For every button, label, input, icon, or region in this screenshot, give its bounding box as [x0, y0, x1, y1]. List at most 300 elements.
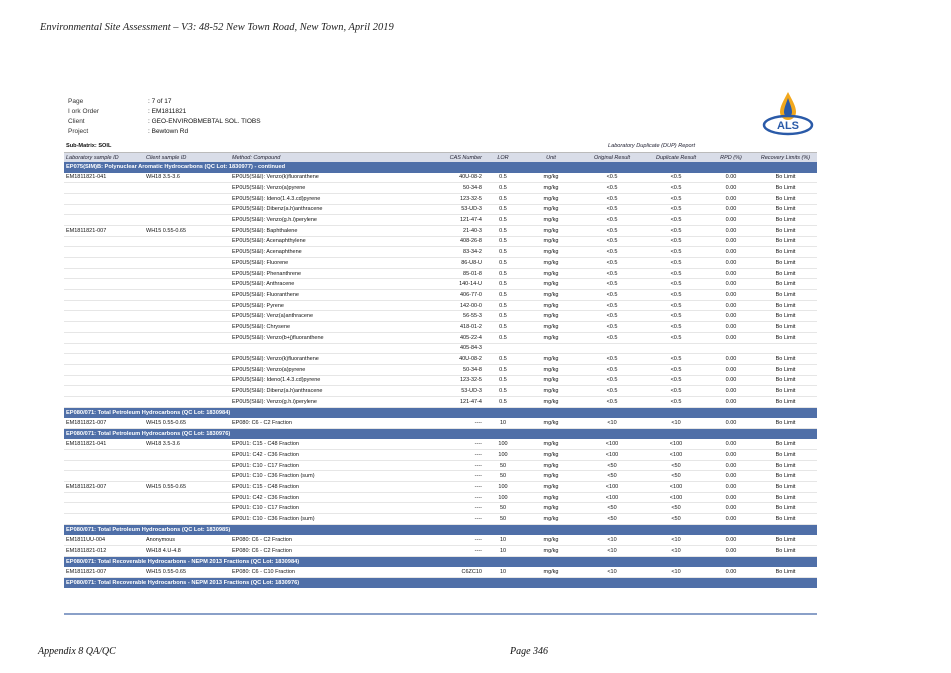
- lor-value: 0.5: [484, 290, 522, 301]
- meta-value: : Bewtown Rd: [148, 128, 189, 135]
- column-header: Original Result: [580, 153, 644, 162]
- unit: mg/kg: [522, 332, 580, 343]
- table-row: [64, 354, 817, 365]
- duplicate-result: <0.5: [644, 290, 708, 301]
- duplicate-result: <0.5: [644, 396, 708, 407]
- client-sample-id: [144, 300, 230, 311]
- client-sample-id: [144, 364, 230, 375]
- client-sample-id: [144, 279, 230, 290]
- client-sample-id: [144, 343, 230, 354]
- recovery-limits: Bo Limit: [754, 546, 817, 557]
- unit: mg/kg: [522, 439, 580, 449]
- cas-number: ----: [420, 460, 484, 471]
- meta-label: Page: [68, 98, 84, 105]
- original-result: <0.5: [580, 247, 644, 258]
- lab-sample-id: EM1811821-041: [64, 439, 144, 449]
- cas-number: 85-01-8: [420, 268, 484, 279]
- recovery-limits: Bo Limit: [754, 173, 817, 183]
- duplicate-result: <0.5: [644, 354, 708, 365]
- client-sample-id: [144, 354, 230, 365]
- original-result: <10: [580, 535, 644, 545]
- client-sample-id: [144, 322, 230, 333]
- lab-sample-id: [64, 460, 144, 471]
- cas-number: 50-34-8: [420, 364, 484, 375]
- lor-value: 0.5: [484, 215, 522, 226]
- table-row: [64, 386, 817, 397]
- recovery-limits: Bo Limit: [754, 204, 817, 215]
- rpd-value: 0.00: [708, 375, 754, 386]
- original-result: <0.5: [580, 183, 644, 194]
- client-sample-id: [144, 514, 230, 525]
- lor-value: 50: [484, 503, 522, 514]
- lor-value: 0.5: [484, 258, 522, 269]
- section-header-row: [64, 524, 817, 535]
- column-header: Method: Compound: [230, 153, 420, 162]
- method-compound: EP0U5(SI&I): Phenanthrene: [230, 268, 420, 279]
- table-row: [64, 514, 817, 525]
- duplicate-result: <0.5: [644, 193, 708, 204]
- recovery-limits: Bo Limit: [754, 535, 817, 545]
- meta-row: [68, 107, 261, 117]
- method-compound: EP0U5(SI&I): Venzo(k)fluoranthene: [230, 354, 420, 365]
- lor-value: 0.5: [484, 311, 522, 322]
- report-title: Laboratory Duplicate (DUP) Report: [607, 143, 696, 149]
- method-compound: EP0U5(SI&I): Anthracene: [230, 279, 420, 290]
- column-header: Unit: [522, 153, 580, 162]
- unit: mg/kg: [522, 396, 580, 407]
- original-result: <10: [580, 418, 644, 428]
- meta-label: Project: [68, 128, 89, 135]
- lab-sample-id: [64, 364, 144, 375]
- lab-sample-id: [64, 492, 144, 503]
- method-compound: EP0U1: C15 - C48 Fraction: [230, 439, 420, 449]
- rpd-value: 0.00: [708, 482, 754, 493]
- dup-report: [64, 143, 817, 588]
- table-row: [64, 311, 817, 322]
- table-row: [64, 290, 817, 301]
- original-result: <50: [580, 503, 644, 514]
- duplicate-result: <0.5: [644, 375, 708, 386]
- cas-number: 56-55-3: [420, 311, 484, 322]
- recovery-limits: Bo Limit: [754, 236, 817, 247]
- rpd-value: 0.00: [708, 354, 754, 365]
- lor-value: 100: [484, 439, 522, 449]
- duplicate-result: <0.5: [644, 225, 708, 236]
- client-sample-id: WH18 4.U-4.8: [144, 546, 230, 557]
- recovery-limits: Bo Limit: [754, 503, 817, 514]
- cas-number: 123-32-5: [420, 193, 484, 204]
- client-sample-id: [144, 450, 230, 461]
- table-body: [64, 162, 817, 588]
- client-sample-id: [144, 183, 230, 194]
- table-row: [64, 332, 817, 343]
- rpd-value: 0.00: [708, 225, 754, 236]
- recovery-limits: Bo Limit: [754, 482, 817, 493]
- lor-value: 0.5: [484, 386, 522, 397]
- original-result: <0.5: [580, 225, 644, 236]
- cas-number: 53-UD-3: [420, 386, 484, 397]
- duplicate-result: [644, 343, 708, 354]
- cas-number: 418-01-2: [420, 322, 484, 333]
- method-compound: EP0U1: C42 - C36 Fraction: [230, 492, 420, 503]
- duplicate-result: <100: [644, 439, 708, 449]
- lab-sample-id: [64, 375, 144, 386]
- table-row: [64, 268, 817, 279]
- unit: mg/kg: [522, 311, 580, 322]
- recovery-limits: Bo Limit: [754, 375, 817, 386]
- client-sample-id: WH15 0.55-0.65: [144, 225, 230, 236]
- report-subheader: [64, 143, 817, 153]
- cas-number: 40U-08-2: [420, 354, 484, 365]
- cas-number: 21-40-3: [420, 225, 484, 236]
- method-compound: EP0U5(SI&I): Venzo(g.h.i)perylene: [230, 215, 420, 226]
- rpd-value: [708, 343, 754, 354]
- method-compound: EP0U5(SI&I): Ideno(1.4.3.cd)pyrene: [230, 375, 420, 386]
- original-result: <0.5: [580, 268, 644, 279]
- original-result: <50: [580, 514, 644, 525]
- duplicate-result: <0.5: [644, 311, 708, 322]
- section-header-row: [64, 162, 817, 173]
- original-result: <10: [580, 567, 644, 577]
- original-result: <0.5: [580, 396, 644, 407]
- unit: mg/kg: [522, 514, 580, 525]
- cas-number: 405-84-3: [420, 343, 484, 354]
- method-compound: EP0U5(SI&I): Ideno(1.4.3.cd)pyrene: [230, 193, 420, 204]
- cas-number: ----: [420, 535, 484, 545]
- duplicate-result: <0.5: [644, 173, 708, 183]
- method-compound: EP080: C6 - C2 Fraction: [230, 535, 420, 545]
- rpd-value: 0.00: [708, 471, 754, 482]
- lab-sample-id: [64, 311, 144, 322]
- footer-page-number: Page 346: [510, 646, 549, 657]
- unit: mg/kg: [522, 450, 580, 461]
- unit: mg/kg: [522, 236, 580, 247]
- section-title: EP080/071: Total Recoverable Hydrocarbons - NEPM 2013 Fractions (QC Lot: 1830984): [64, 556, 817, 567]
- meta-value: : EM1811821: [148, 108, 187, 115]
- original-result: <10: [580, 546, 644, 557]
- recovery-limits: Bo Limit: [754, 279, 817, 290]
- cas-number: ----: [420, 482, 484, 493]
- original-result: <0.5: [580, 354, 644, 365]
- client-sample-id: WH15 0.55-0.65: [144, 482, 230, 493]
- lor-value: 50: [484, 471, 522, 482]
- method-compound: [230, 343, 420, 354]
- table-row: [64, 375, 817, 386]
- section-title: EP080/071: Total Petroleum Hydrocarbons (QC Lot: 1830985): [64, 524, 817, 535]
- recovery-limits: Bo Limit: [754, 418, 817, 428]
- unit: mg/kg: [522, 492, 580, 503]
- duplicate-result: <0.5: [644, 300, 708, 311]
- client-sample-id: [144, 258, 230, 269]
- method-compound: EP0U1: C10 - C36 Fraction (sum): [230, 471, 420, 482]
- bottom-rule: [64, 613, 817, 615]
- column-header: RPD (%): [708, 153, 754, 162]
- lor-value: 0.5: [484, 396, 522, 407]
- duplicate-result: <50: [644, 460, 708, 471]
- rpd-value: 0.00: [708, 193, 754, 204]
- recovery-limits: Bo Limit: [754, 354, 817, 365]
- duplicate-result: <0.5: [644, 268, 708, 279]
- lor-value: 50: [484, 460, 522, 471]
- cas-number: ----: [420, 418, 484, 428]
- method-compound: EP0U1: C42 - C36 Fraction: [230, 450, 420, 461]
- recovery-limits: Bo Limit: [754, 492, 817, 503]
- client-sample-id: [144, 492, 230, 503]
- rpd-value: 0.00: [708, 322, 754, 333]
- recovery-limits: Bo Limit: [754, 290, 817, 301]
- meta-label: I ork Order: [68, 108, 100, 115]
- client-sample-id: [144, 268, 230, 279]
- method-compound: EP0U5(SI&I): Fluorene: [230, 258, 420, 269]
- meta-row: [68, 127, 261, 137]
- original-result: <0.5: [580, 193, 644, 204]
- duplicate-result: <10: [644, 535, 708, 545]
- method-compound: EP0U5(SI&I): Venz(a)anthracene: [230, 311, 420, 322]
- lab-sample-id: [64, 514, 144, 525]
- client-sample-id: [144, 247, 230, 258]
- lab-sample-id: [64, 193, 144, 204]
- recovery-limits: Bo Limit: [754, 247, 817, 258]
- lab-sample-id: [64, 354, 144, 365]
- cas-number: ----: [420, 503, 484, 514]
- duplicate-result: <0.5: [644, 364, 708, 375]
- duplicate-result: <100: [644, 450, 708, 461]
- method-compound: EP080: C6 - C2 Fraction: [230, 546, 420, 557]
- cas-number: 142-00-0: [420, 300, 484, 311]
- unit: mg/kg: [522, 204, 580, 215]
- method-compound: EP0U5(SI&I): Venzo(g.h.i)perylene: [230, 396, 420, 407]
- table-row: [64, 460, 817, 471]
- recovery-limits: Bo Limit: [754, 386, 817, 397]
- rpd-value: 0.00: [708, 439, 754, 449]
- original-result: <100: [580, 492, 644, 503]
- rpd-value: 0.00: [708, 236, 754, 247]
- lor-value: 0.5: [484, 300, 522, 311]
- method-compound: EP0U1: C10 - C17 Fraction: [230, 503, 420, 514]
- method-compound: EP0U1: C15 - C48 Fraction: [230, 482, 420, 493]
- report-metadata: [68, 97, 261, 137]
- table-row: [64, 503, 817, 514]
- cas-number: 121-47-4: [420, 215, 484, 226]
- lor-value: 100: [484, 482, 522, 493]
- meta-value: : 7 of 17: [148, 98, 172, 105]
- lor-value: 0.5: [484, 173, 522, 183]
- table-row: [64, 567, 817, 577]
- section-header-row: [64, 556, 817, 567]
- rpd-value: 0.00: [708, 300, 754, 311]
- column-header: Duplicate Result: [644, 153, 708, 162]
- unit: mg/kg: [522, 300, 580, 311]
- table-row: [64, 482, 817, 493]
- original-result: <0.5: [580, 386, 644, 397]
- lor-value: 0.5: [484, 375, 522, 386]
- unit: mg/kg: [522, 471, 580, 482]
- method-compound: EP0U5(SI&I): Venzo(a)pyrene: [230, 364, 420, 375]
- unit: mg/kg: [522, 364, 580, 375]
- lab-sample-id: EM1811UU-004: [64, 535, 144, 545]
- duplicate-result: <0.5: [644, 236, 708, 247]
- rpd-value: 0.00: [708, 535, 754, 545]
- recovery-limits: Bo Limit: [754, 332, 817, 343]
- original-result: [580, 343, 644, 354]
- original-result: <0.5: [580, 258, 644, 269]
- lor-value: 0.5: [484, 204, 522, 215]
- rpd-value: 0.00: [708, 183, 754, 194]
- table-row: [64, 492, 817, 503]
- unit: mg/kg: [522, 482, 580, 493]
- table-row: [64, 279, 817, 290]
- lab-sample-id: [64, 183, 144, 194]
- duplicate-result: <0.5: [644, 204, 708, 215]
- column-header: Client sample ID: [144, 153, 230, 162]
- footer-appendix: Appendix 8 QA/QC: [38, 646, 116, 657]
- method-compound: EP0U5(SI&I): Venzo(b+j)fluoranthene: [230, 332, 420, 343]
- duplicate-result: <0.5: [644, 183, 708, 194]
- cas-number: 406-77-0: [420, 290, 484, 301]
- client-sample-id: [144, 375, 230, 386]
- document-header: Environmental Site Assessment – V3: 48-52 New Town Road, New Town, April 2019: [40, 22, 394, 33]
- rpd-value: 0.00: [708, 460, 754, 471]
- meta-label: Client: [68, 118, 85, 125]
- recovery-limits: Bo Limit: [754, 300, 817, 311]
- original-result: <50: [580, 460, 644, 471]
- original-result: <0.5: [580, 236, 644, 247]
- cas-number: C6ZC10: [420, 567, 484, 577]
- cas-number: 40U-08-2: [420, 173, 484, 183]
- recovery-limits: Bo Limit: [754, 225, 817, 236]
- section-header-row: [64, 407, 817, 418]
- lor-value: [484, 343, 522, 354]
- original-result: <0.5: [580, 332, 644, 343]
- client-sample-id: [144, 290, 230, 301]
- unit: mg/kg: [522, 354, 580, 365]
- rpd-value: 0.00: [708, 567, 754, 577]
- client-sample-id: Anonymous: [144, 535, 230, 545]
- cas-number: 53-UD-3: [420, 204, 484, 215]
- lor-value: 0.5: [484, 193, 522, 204]
- lab-sample-id: [64, 396, 144, 407]
- client-sample-id: [144, 332, 230, 343]
- unit: mg/kg: [522, 375, 580, 386]
- recovery-limits: Bo Limit: [754, 311, 817, 322]
- rpd-value: 0.00: [708, 503, 754, 514]
- recovery-limits: Bo Limit: [754, 514, 817, 525]
- table-row: [64, 225, 817, 236]
- recovery-limits: Bo Limit: [754, 268, 817, 279]
- table-row: [64, 439, 817, 449]
- unit: [522, 343, 580, 354]
- rpd-value: 0.00: [708, 418, 754, 428]
- duplicate-result: <10: [644, 418, 708, 428]
- client-sample-id: WH15 0.55-0.65: [144, 418, 230, 428]
- lab-sample-id: [64, 258, 144, 269]
- original-result: <0.5: [580, 215, 644, 226]
- lab-sample-id: [64, 236, 144, 247]
- lab-sample-id: [64, 215, 144, 226]
- client-sample-id: [144, 396, 230, 407]
- method-compound: EP0U5(SI&I): Dibenz(a.h)anthracene: [230, 204, 420, 215]
- rpd-value: 0.00: [708, 204, 754, 215]
- client-sample-id: WH15 0.55-0.65: [144, 567, 230, 577]
- cas-number: 50-34-8: [420, 183, 484, 194]
- logo-text: ALS: [777, 120, 799, 132]
- unit: mg/kg: [522, 183, 580, 194]
- rpd-value: 0.00: [708, 492, 754, 503]
- unit: mg/kg: [522, 193, 580, 204]
- unit: mg/kg: [522, 173, 580, 183]
- lab-sample-id: [64, 290, 144, 301]
- table-row: [64, 258, 817, 269]
- rpd-value: 0.00: [708, 364, 754, 375]
- original-result: <0.5: [580, 279, 644, 290]
- method-compound: EP0U5(SI&I): Fluoranthene: [230, 290, 420, 301]
- lor-value: 10: [484, 418, 522, 428]
- lor-value: 10: [484, 567, 522, 577]
- lab-sample-id: [64, 386, 144, 397]
- section-header-row: [64, 428, 817, 439]
- client-sample-id: [144, 471, 230, 482]
- original-result: <0.5: [580, 290, 644, 301]
- unit: mg/kg: [522, 247, 580, 258]
- section-title: EP075(SIM)B: Polynuclear Aromatic Hydrocarbons (QC Lot: 1830977) - continued: [64, 162, 817, 173]
- table-row: [64, 535, 817, 545]
- table-row: [64, 471, 817, 482]
- unit: mg/kg: [522, 535, 580, 545]
- unit: mg/kg: [522, 567, 580, 577]
- recovery-limits: Bo Limit: [754, 183, 817, 194]
- duplicate-result: <0.5: [644, 258, 708, 269]
- duplicate-result: <100: [644, 482, 708, 493]
- lab-sample-id: EM1811821-007: [64, 567, 144, 577]
- meta-value: : GEO-ENVIROBMEBTAL SOL. TIOBS: [148, 118, 261, 125]
- unit: mg/kg: [522, 268, 580, 279]
- original-result: <0.5: [580, 375, 644, 386]
- lab-sample-id: [64, 332, 144, 343]
- column-header: Recovery Limits (%): [754, 153, 817, 162]
- lab-sample-id: EM1811821-007: [64, 482, 144, 493]
- rpd-value: 0.00: [708, 450, 754, 461]
- recovery-limits: Bo Limit: [754, 258, 817, 269]
- method-compound: EP080: C6 - C10 Fraction: [230, 567, 420, 577]
- lor-value: 0.5: [484, 268, 522, 279]
- unit: mg/kg: [522, 386, 580, 397]
- duplicate-result: <50: [644, 514, 708, 525]
- table-row: [64, 183, 817, 194]
- submatrix-label: Sub-Matrix: SOIL: [66, 143, 112, 149]
- recovery-limits: Bo Limit: [754, 322, 817, 333]
- unit: mg/kg: [522, 460, 580, 471]
- lab-sample-id: EM1811821-007: [64, 225, 144, 236]
- unit: mg/kg: [522, 258, 580, 269]
- table-row: [64, 322, 817, 333]
- original-result: <100: [580, 439, 644, 449]
- cas-number: 86-U8-U: [420, 258, 484, 269]
- lab-sample-id: [64, 204, 144, 215]
- lab-sample-id: [64, 268, 144, 279]
- table-row: [64, 215, 817, 226]
- client-sample-id: [144, 215, 230, 226]
- rpd-value: 0.00: [708, 311, 754, 322]
- cas-number: ----: [420, 471, 484, 482]
- client-sample-id: [144, 236, 230, 247]
- rpd-value: 0.00: [708, 268, 754, 279]
- recovery-limits: [754, 343, 817, 354]
- original-result: <0.5: [580, 204, 644, 215]
- client-sample-id: WH18 3.5-3.6: [144, 439, 230, 449]
- lab-sample-id: [64, 450, 144, 461]
- original-result: <100: [580, 450, 644, 461]
- table-row: [64, 193, 817, 204]
